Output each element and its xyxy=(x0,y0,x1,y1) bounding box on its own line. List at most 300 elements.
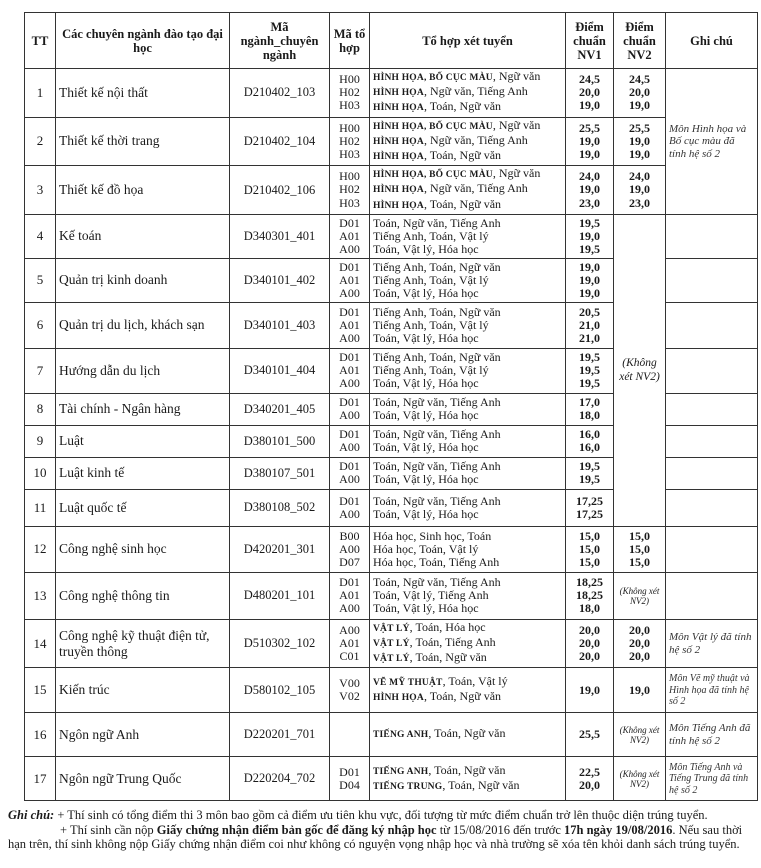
combo-code: A00 xyxy=(339,285,360,300)
nv1-value: 25,5 xyxy=(579,120,600,135)
combo-bold-subject: HÌNH HỌA xyxy=(373,88,424,99)
table-row xyxy=(25,214,758,258)
header-nv1: Điểm chuẩn NV1 xyxy=(566,13,614,69)
combo-subjects xyxy=(370,348,566,393)
nv1-value: 22,5 xyxy=(579,764,600,779)
nv1-value: 25,5 xyxy=(579,727,600,742)
nv1-value: 19,0 xyxy=(579,259,600,274)
note-cell xyxy=(666,258,758,302)
combo-bold-subject: HÌNH HỌA xyxy=(373,200,424,211)
combo-rest: Tiếng Anh, Toán, Vật lý xyxy=(373,272,489,287)
combo-codes xyxy=(330,425,370,457)
combo-code: A01 xyxy=(339,228,360,243)
footnote-line2c: từ 15/08/2016 đến trước xyxy=(436,822,564,837)
major-name: Quản trị kinh doanh xyxy=(56,258,230,302)
major-code: D380101_500 xyxy=(230,425,330,457)
combo-code: H00 xyxy=(339,169,360,184)
note-cell xyxy=(666,302,758,348)
header-note: Ghi chú xyxy=(666,13,758,69)
combo-line xyxy=(373,473,562,486)
row-number: 14 xyxy=(25,619,56,668)
score-nv1 xyxy=(566,117,614,166)
combo-subjects xyxy=(370,258,566,302)
combo-rest: Tiếng Anh, Toán, Vật lý xyxy=(373,317,489,332)
nv2-note: (Không xét NV2) xyxy=(614,214,666,526)
major-name: Ngôn ngữ Anh xyxy=(56,713,230,757)
combo-code: H03 xyxy=(339,195,360,210)
combo-code: H03 xyxy=(339,147,360,162)
combo-rest: , Ngữ văn, Tiếng Anh xyxy=(423,181,528,196)
table-row xyxy=(25,668,758,713)
combo-subjects xyxy=(370,117,566,166)
score-nv1 xyxy=(566,69,614,118)
nv1-value: 19,0 xyxy=(579,285,600,300)
combo-code: A00 xyxy=(339,408,360,423)
nv1-value: 20,0 xyxy=(579,622,600,637)
table-row xyxy=(25,166,758,215)
combo-rest: , Ngữ văn, Tiếng Anh xyxy=(423,132,528,147)
major-name: Công nghệ sinh học xyxy=(56,526,230,572)
score-nv1 xyxy=(566,302,614,348)
combo-code: D01 xyxy=(339,215,360,230)
admission-table xyxy=(24,12,758,801)
nv1-value: 17,25 xyxy=(576,493,603,508)
combo-line xyxy=(373,409,562,422)
nv2-value: 19,0 xyxy=(629,133,650,148)
scan-top-edge xyxy=(0,0,761,10)
nv2-value: 25,5 xyxy=(629,120,650,135)
combo-subjects xyxy=(370,69,566,118)
combo-line xyxy=(373,332,562,345)
combo-bold-subject: HÌNH HỌA xyxy=(373,185,424,196)
major-name: Luật xyxy=(56,425,230,457)
combo-rest: Toán, Vật lý, Hóa học xyxy=(373,376,479,391)
combo-code: D01 xyxy=(339,259,360,274)
combo-code: A00 xyxy=(339,601,360,616)
row-number: 10 xyxy=(25,457,56,489)
combo-codes xyxy=(330,117,370,166)
combo-subjects xyxy=(370,526,566,572)
combo-line xyxy=(373,182,562,197)
row-number: 6 xyxy=(25,302,56,348)
score-nv1 xyxy=(566,425,614,457)
nv2-note: (Không xét NV2) xyxy=(614,572,666,619)
major-name: Luật quốc tế xyxy=(56,489,230,526)
combo-codes xyxy=(330,166,370,215)
nv1-value: 20,0 xyxy=(579,636,600,651)
major-name: Ngôn ngữ Trung Quốc xyxy=(56,757,230,801)
nv1-value: 18,25 xyxy=(576,588,603,603)
combo-code: A01 xyxy=(339,636,360,651)
footnote-line2a: + Thí sinh cần nộp xyxy=(60,822,157,837)
combo-rest: Toán, Vật lý, Hóa học xyxy=(373,506,479,521)
major-code: D380107_501 xyxy=(230,457,330,489)
combo-bold-subject: HÌNH HỌA xyxy=(373,136,424,147)
score-nv1 xyxy=(566,526,614,572)
table-row xyxy=(25,117,758,166)
major-code: D220201_701 xyxy=(230,713,330,757)
combo-subjects xyxy=(370,425,566,457)
header-tt: TT xyxy=(25,13,56,69)
combo-bold-subject: HÌNH HỌA xyxy=(373,693,424,704)
major-code: D220204_702 xyxy=(230,757,330,801)
note-cell: Môn Hình họa và Bố cục màu đã tính hệ số 2 xyxy=(666,69,758,215)
combo-rest: , Toán, Ngữ văn xyxy=(442,777,520,792)
combo-line xyxy=(373,100,562,115)
combo-line xyxy=(373,621,562,636)
nv2-note: (Không xét NV2) xyxy=(614,713,666,757)
nv2-value: 20,0 xyxy=(629,649,650,664)
nv1-value: 19,0 xyxy=(579,182,600,197)
major-name: Kiến trúc xyxy=(56,668,230,713)
score-nv1 xyxy=(566,668,614,713)
combo-subjects xyxy=(370,166,566,215)
table-row xyxy=(25,572,758,619)
major-code: D340101_404 xyxy=(230,348,330,393)
combo-codes xyxy=(330,69,370,118)
nv1-value: 15,0 xyxy=(579,528,600,543)
nv1-value: 19,0 xyxy=(579,98,600,113)
combo-bold-subject: VẼ MỸ THUẬT xyxy=(373,678,443,689)
nv2-value: 23,0 xyxy=(629,195,650,210)
footnote-line2b: Giấy chứng nhận điểm bản gốc để đăng ký nhập học xyxy=(156,822,437,837)
combo-rest: Toán, Ngữ văn, Tiếng Anh xyxy=(373,215,501,230)
combo-code: H03 xyxy=(339,98,360,113)
combo-line xyxy=(373,167,562,182)
score-nv1 xyxy=(566,393,614,425)
combo-codes xyxy=(330,302,370,348)
combo-line xyxy=(373,779,562,794)
combo-code: V02 xyxy=(339,689,360,704)
major-name: Tài chính - Ngân hàng xyxy=(56,393,230,425)
combo-codes xyxy=(330,757,370,801)
major-code: D210402_104 xyxy=(230,117,330,166)
major-name: Kế toán xyxy=(56,214,230,258)
nv1-value: 19,5 xyxy=(579,376,600,391)
nv2-value: 15,0 xyxy=(629,541,650,556)
nv2-value: 15,0 xyxy=(629,554,650,569)
combo-code: A00 xyxy=(339,506,360,521)
major-code: D510302_102 xyxy=(230,619,330,668)
row-number: 17 xyxy=(25,757,56,801)
major-name: Luật kinh tế xyxy=(56,457,230,489)
note-cell: Môn Tiếng Anh đã tính hệ số 2 xyxy=(666,713,758,757)
row-number: 12 xyxy=(25,526,56,572)
combo-code: D01 xyxy=(339,350,360,365)
combo-code: A00 xyxy=(339,376,360,391)
nv2-note: (Không xét NV2) xyxy=(614,757,666,801)
combo-line xyxy=(373,675,562,690)
combo-line xyxy=(373,651,562,666)
combo-line xyxy=(373,287,562,300)
row-number: 3 xyxy=(25,166,56,215)
score-nv2 xyxy=(614,69,666,118)
combo-rest: Hóa học, Toán, Vật lý xyxy=(373,541,479,556)
nv1-value: 20,0 xyxy=(579,777,600,792)
nv1-value: 21,0 xyxy=(579,317,600,332)
score-nv1 xyxy=(566,713,614,757)
nv1-value: 19,0 xyxy=(579,272,600,287)
combo-rest: Toán, Ngữ văn, Tiếng Anh xyxy=(373,575,501,590)
nv1-value: 17,25 xyxy=(576,506,603,521)
combo-codes xyxy=(330,619,370,668)
score-nv1 xyxy=(566,166,614,215)
combo-code: V00 xyxy=(339,676,360,691)
header-combo-code: Mã tổ hợp xyxy=(330,13,370,69)
nv1-value: 19,0 xyxy=(579,147,600,162)
combo-code: A01 xyxy=(339,317,360,332)
score-nv1 xyxy=(566,457,614,489)
table-row xyxy=(25,526,758,572)
combo-codes xyxy=(330,393,370,425)
major-code: D210402_103 xyxy=(230,69,330,118)
nv1-value: 19,5 xyxy=(579,350,600,365)
combo-subjects xyxy=(370,302,566,348)
combo-code: C01 xyxy=(339,649,360,664)
major-code: D210402_106 xyxy=(230,166,330,215)
combo-code: D01 xyxy=(339,764,360,779)
combo-codes xyxy=(330,489,370,526)
note-cell xyxy=(666,457,758,489)
combo-code: D01 xyxy=(339,493,360,508)
combo-line xyxy=(373,556,562,569)
combo-bold-subject: HÌNH HỌA, BỐ CỤC MÀU xyxy=(373,170,493,181)
combo-code: D04 xyxy=(339,777,360,792)
nv2-value: 20,0 xyxy=(629,622,650,637)
nv2-value: 20,0 xyxy=(629,636,650,651)
combo-code: A00 xyxy=(339,330,360,345)
combo-code: D01 xyxy=(339,575,360,590)
combo-rest: Toán, Vật lý, Hóa học xyxy=(373,330,479,345)
combo-line xyxy=(373,149,562,164)
combo-subjects xyxy=(370,489,566,526)
score-nv1 xyxy=(566,258,614,302)
combo-line xyxy=(373,243,562,256)
combo-code: D07 xyxy=(339,554,360,569)
combo-rest: , Toán, Ngữ văn xyxy=(423,99,502,114)
combo-code: A01 xyxy=(339,588,360,603)
row-number: 8 xyxy=(25,393,56,425)
nv2-value: 19,0 xyxy=(629,682,650,697)
nv1-value: 19,0 xyxy=(579,682,600,697)
combo-rest: , Toán, Hóa học xyxy=(409,619,486,634)
combo-rest: , Ngữ văn, Tiếng Anh xyxy=(423,84,528,99)
header-code: Mã ngành_chuyên ngành xyxy=(230,13,330,69)
score-nv1 xyxy=(566,489,614,526)
score-nv1 xyxy=(566,619,614,668)
score-nv2 xyxy=(614,668,666,713)
combo-subjects xyxy=(370,619,566,668)
combo-subjects xyxy=(370,393,566,425)
score-nv1 xyxy=(566,348,614,393)
combo-line xyxy=(373,636,562,651)
combo-bold-subject: VẬT LÝ xyxy=(373,654,410,665)
combo-rest: Toán, Ngữ văn, Tiếng Anh xyxy=(373,427,501,442)
table-row xyxy=(25,757,758,801)
nv1-value: 17,0 xyxy=(579,395,600,410)
combo-code: H02 xyxy=(339,133,360,148)
major-name: Thiết kế thời trang xyxy=(56,117,230,166)
combo-line xyxy=(373,690,562,705)
combo-bold-subject: HÌNH HỌA, BỐ CỤC MÀU xyxy=(373,73,493,83)
major-code: D480201_101 xyxy=(230,572,330,619)
score-nv2 xyxy=(614,166,666,215)
combo-subjects xyxy=(370,713,566,757)
combo-rest: Tiếng Anh, Toán, Ngữ văn xyxy=(373,304,501,319)
row-number: 9 xyxy=(25,425,56,457)
score-nv1 xyxy=(566,214,614,258)
combo-code: H02 xyxy=(339,182,360,197)
combo-code: D01 xyxy=(339,459,360,474)
major-code: D420201_301 xyxy=(230,526,330,572)
combo-code: H02 xyxy=(339,85,360,100)
combo-codes xyxy=(330,713,370,757)
combo-codes xyxy=(330,668,370,713)
nv2-value: 19,0 xyxy=(629,98,650,113)
combo-line xyxy=(373,602,562,615)
major-name: Quản trị du lịch, khách sạn xyxy=(56,302,230,348)
nv2-value: 24,0 xyxy=(629,169,650,184)
combo-code: H00 xyxy=(339,72,360,86)
combo-code: A00 xyxy=(339,241,360,256)
row-number: 4 xyxy=(25,214,56,258)
major-code: D340201_405 xyxy=(230,393,330,425)
combo-subjects xyxy=(370,457,566,489)
combo-code: A00 xyxy=(339,541,360,556)
combo-rest: Hóa học, Sinh học, Toán xyxy=(373,528,492,543)
note-cell: Môn Vẽ mỹ thuật và Hình họa đã tính hệ số 2 xyxy=(666,668,758,713)
combo-rest: , Toán, Ngữ văn xyxy=(423,148,502,163)
nv1-value: 20,0 xyxy=(579,649,600,664)
footnote-line1: + Thí sinh có tổng điểm thi 3 môn bao gồm cả điểm ưu tiên khu vực, đối tượng từ mức điểm chuẩn trở lên thuộc diện trúng tuyển. xyxy=(54,808,708,822)
footnote-line2e: . Nếu sau thời xyxy=(672,822,743,837)
nv1-value: 19,0 xyxy=(579,228,600,243)
combo-rest: Toán, Vật lý, Hóa học xyxy=(373,472,479,487)
header-major: Các chuyên ngành đào tạo đại học xyxy=(56,13,230,69)
nv1-value: 18,0 xyxy=(579,408,600,423)
row-number: 11 xyxy=(25,489,56,526)
nv1-value: 15,0 xyxy=(579,554,600,569)
combo-bold-subject: TIẾNG ANH xyxy=(373,766,429,777)
combo-codes xyxy=(330,258,370,302)
header-combo: Tổ hợp xét tuyển xyxy=(370,13,566,69)
major-name: Công nghệ thông tin xyxy=(56,572,230,619)
combo-rest: Tiếng Anh, Toán, Ngữ văn xyxy=(373,350,501,365)
combo-rest: Toán, Vật lý, Hóa học xyxy=(373,408,479,423)
combo-line xyxy=(373,134,562,149)
major-code: D380108_502 xyxy=(230,489,330,526)
score-nv1 xyxy=(566,572,614,619)
combo-bold-subject: TIẾNG TRUNG xyxy=(373,781,443,792)
row-number: 7 xyxy=(25,348,56,393)
combo-rest: , Toán, Ngữ văn xyxy=(428,762,506,777)
combo-codes xyxy=(330,526,370,572)
combo-rest: Toán, Vật lý, Hóa học xyxy=(373,241,479,256)
combo-bold-subject: HÌNH HỌA xyxy=(373,103,424,114)
nv1-value: 20,0 xyxy=(579,85,600,100)
nv2-value: 24,5 xyxy=(629,72,650,86)
combo-bold-subject: HÌNH HỌA, BỐ CỤC MÀU xyxy=(373,121,493,132)
nv1-value: 15,0 xyxy=(579,541,600,556)
note-cell xyxy=(666,526,758,572)
combo-code: A00 xyxy=(339,440,360,455)
nv1-value: 19,5 xyxy=(579,215,600,230)
score-nv2 xyxy=(614,117,666,166)
nv1-value: 19,5 xyxy=(579,472,600,487)
combo-rest: Toán, Ngữ văn, Tiếng Anh xyxy=(373,459,501,474)
combo-codes xyxy=(330,214,370,258)
table-row xyxy=(25,619,758,668)
nv1-value: 19,0 xyxy=(579,133,600,148)
combo-rest: Toán, Vật lý, Hóa học xyxy=(373,440,479,455)
table-header-row xyxy=(25,13,758,69)
combo-code: A00 xyxy=(339,472,360,487)
score-nv2 xyxy=(614,526,666,572)
nv1-value: 19,5 xyxy=(579,363,600,378)
combo-subjects xyxy=(370,214,566,258)
note-cell xyxy=(666,489,758,526)
combo-rest: Toán, Vật lý, Tiếng Anh xyxy=(373,588,489,603)
combo-rest: Hóa học, Toán, Tiếng Anh xyxy=(373,554,500,569)
combo-rest: Tiếng Anh, Toán, Vật lý xyxy=(373,363,489,378)
combo-subjects xyxy=(370,668,566,713)
combo-code: H00 xyxy=(339,120,360,135)
header-nv2: Điểm chuẩn NV2 xyxy=(614,13,666,69)
note-cell: Môn Tiếng Anh và Tiếng Trung đã tính hệ số 2 xyxy=(666,757,758,801)
major-name: Công nghệ kỹ thuật điện tử, truyền thông xyxy=(56,619,230,668)
combo-code: A01 xyxy=(339,272,360,287)
row-number: 5 xyxy=(25,258,56,302)
combo-rest: , Toán, Ngữ văn xyxy=(423,196,502,211)
combo-line xyxy=(373,377,562,390)
combo-rest: , Toán, Ngữ văn xyxy=(409,650,487,665)
combo-code: A01 xyxy=(339,363,360,378)
footnote-line2d: 17h ngày 19/08/2016 xyxy=(564,822,673,837)
combo-rest: Toán, Vật lý, Hóa học xyxy=(373,601,479,616)
combo-subjects xyxy=(370,572,566,619)
combo-codes xyxy=(330,572,370,619)
combo-code: D01 xyxy=(339,427,360,442)
major-code: D340101_402 xyxy=(230,258,330,302)
row-number: 13 xyxy=(25,572,56,619)
combo-rest: Tiếng Anh, Toán, Ngữ văn xyxy=(373,259,501,274)
combo-line xyxy=(373,198,562,213)
note-cell xyxy=(666,393,758,425)
major-name: Hướng dẫn du lịch xyxy=(56,348,230,393)
nv1-value: 18,25 xyxy=(576,575,603,590)
combo-rest: , Toán, Ngữ văn xyxy=(423,689,502,704)
nv1-value: 20,5 xyxy=(579,304,600,319)
combo-line xyxy=(373,441,562,454)
score-nv2 xyxy=(614,619,666,668)
combo-rest: Toán, Ngữ văn, Tiếng Anh xyxy=(373,395,501,410)
combo-code: A00 xyxy=(339,622,360,637)
combo-codes xyxy=(330,457,370,489)
nv1-value: 23,0 xyxy=(579,195,600,210)
combo-line xyxy=(373,70,562,85)
nv1-value: 21,0 xyxy=(579,330,600,345)
nv1-value: 19,5 xyxy=(579,459,600,474)
table-row xyxy=(25,713,758,757)
nv1-value: 16,0 xyxy=(579,427,600,442)
footnote xyxy=(8,808,758,852)
nv2-value: 15,0 xyxy=(629,528,650,543)
row-number: 15 xyxy=(25,668,56,713)
combo-rest: , Ngữ văn xyxy=(492,69,541,83)
row-number: 2 xyxy=(25,117,56,166)
footnote-line3: hạn trên, thí sinh không nộp Giấy chứng nhận điểm coi như không có nguyện vọng nhập học và nhà trường sẽ xóa tên khỏi danh sách trúng tuyển. xyxy=(8,837,740,851)
note-cell xyxy=(666,425,758,457)
